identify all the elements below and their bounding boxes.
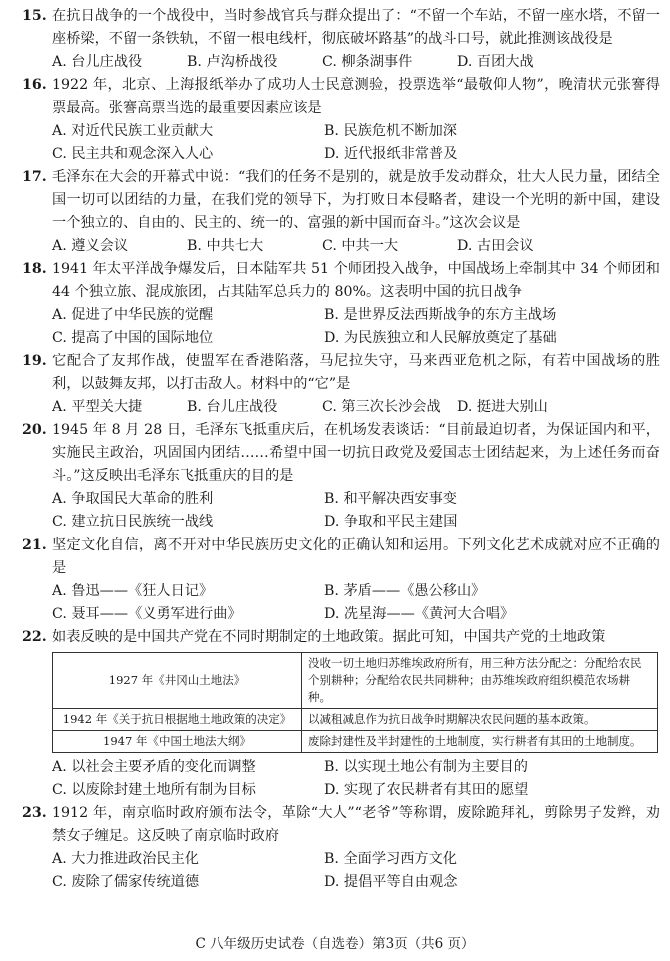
option-c: C. 第三次长沙会战 [322,399,441,415]
question-stem: 它配合了友邦作战，使盟军在香港陷落，马尼拉失守，马来西亚危机之际，有若中国战场的胜利，以鼓舞友邦，以打击敌人。材料中的“它”是 [52,353,660,392]
option-b: B. 民族危机不断加深 [324,123,457,139]
option-d: D. 争取和平民主建国 [324,514,458,530]
question-stem: 毛泽东在大会的开幕式中说：“我们的任务不是别的，就是放手发动群众，壮大人民力量，团结全国一切可以团结的力量，在我们党的领导下，为打败日本侵略者，建设一个光明的新中国，建设一个独立的、自由的、民主的、统一的、富强的新中国而奋斗。”这次会议是 [52,169,660,231]
option-a: A. 对近代民族工业贡献大 [52,123,214,139]
option-c: C. 以废除封建土地所有制为目标 [52,782,256,798]
option-a: A. 争取国民大革命的胜利 [52,491,214,507]
table-row [53,653,658,709]
option-b: B. 卢沟桥战役 [187,54,278,70]
question-16 [22,74,660,166]
option-a: A. 促进了中华民族的觉醒 [52,307,214,323]
question-number: 15. [22,8,47,24]
question-number: 22. [22,629,47,645]
question-number: 17. [22,169,47,185]
option-d: D. 为民族独立和人民解放奠定了基础 [324,330,557,346]
option-b: B. 茅盾——《愚公移山》 [324,583,486,599]
question-number: 16. [22,77,47,93]
table-cell-law: 1927 年《井冈山土地法》 [53,653,302,709]
option-a: A. 台儿庄战役 [52,54,143,70]
question-stem: 在抗日战争的一个战役中，当时参战官兵与群众提出了：“不留一个车站，不留一座水塔，不留一座桥梁，不留一条铁轨，不留一根电线杆，彻底破坏路基”的战斗口号，就此推测该战役是 [52,8,660,47]
question-15 [22,5,660,74]
land-policy-table [52,652,658,753]
question-22 [22,626,660,802]
option-d: D. 百团大战 [457,54,534,70]
option-c: C. 提高了中国的国际地位 [52,330,214,346]
option-b: B. 和平解决西安事变 [324,491,457,507]
question-20 [22,419,660,534]
option-d: D. 提倡平等自由观念 [324,874,458,890]
option-a: A. 鲁迅——《狂人日记》 [52,583,214,599]
option-b: B. 全面学习西方文化 [324,851,457,867]
option-b: B. 是世界反法西斯战争的东方主战场 [324,307,557,323]
question-stem: 1922 年，北京、上海报纸举办了成功人士民意测验，投票选举“最敬仰人物”，晚清状元张謇得票最高。张謇高票当选的最重要因素应该是 [52,77,660,116]
table-cell-law: 1947 年《中国土地法大纲》 [53,731,302,753]
option-c: C. 民主共和观念深入人心 [52,146,214,162]
option-d: D. 冼星海——《黄河大合唱》 [324,606,515,622]
option-a: A. 大力推进政治民主化 [52,851,199,867]
question-stem: 坚定文化自信，离不开对中华民族历史文化的正确认知和运用。下列文化艺术成就对应不正确的是 [52,537,660,576]
option-c: C. 废除了儒家传统道德 [52,874,200,890]
question-number: 20. [22,422,47,438]
table-cell-content: 没收一切土地归苏维埃政府所有，用三种方法分配之：分配给农民个别耕种；分配给农民共同耕种；由苏维埃政府组织模范农场耕种。 [302,653,658,709]
option-b: B. 中共七大 [187,238,264,254]
option-c: C. 柳条湖事件 [322,54,413,70]
option-d: D. 实现了农民耕者有其田的愿望 [324,782,529,798]
table-cell-content: 以减租减息作为抗日战争时期解决农民问题的基本政策。 [302,709,658,731]
option-c: C. 中共一大 [322,238,399,254]
question-number: 21. [22,537,47,553]
question-stem: 1941 年太平洋战争爆发后，日本陆军共 51 个师团投入战争，中国战场上牵制其中 34 个师团和 44 个独立旅、混成旅团，占其陆军总兵力的 80%。这表明中国的抗日战争 [52,261,660,300]
question-23 [22,802,660,894]
question-stem: 1945 年 8 月 28 日，毛泽东飞抵重庆后，在机场发表谈话：“目前最迫切者，为保证国内和平，实施民主政治，巩固国内团结……希望中国一切抗日政党及爱国志士团结起来，为上述任务而奋斗。”这反映出毛泽东飞抵重庆的目的是 [52,422,660,484]
option-a: A. 平型关大捷 [52,399,143,415]
option-d: D. 近代报纸非常普及 [324,146,458,162]
option-b: B. 台儿庄战役 [187,399,278,415]
question-number: 18. [22,261,47,277]
table-cell-content: 废除封建性及半封建性的土地制度，实行耕者有其田的土地制度。 [302,731,658,753]
question-17 [22,166,660,258]
question-stem: 如表反映的是中国共产党在不同时期制定的土地政策。据此可知，中国共产党的土地政策 [52,629,606,645]
option-a: A. 以社会主要矛盾的变化而调整 [52,759,256,775]
option-c: C. 建立抗日民族统一战线 [52,514,214,530]
table-cell-law: 1942 年《关于抗日根据地土地政策的决定》 [53,709,302,731]
question-number: 23. [22,805,47,821]
question-21 [22,534,660,626]
question-stem: 1912 年，南京临时政府颁布法令，革除“大人”“老爷”等称谓，废除跪拜礼，剪除男子发辫，劝禁女子缠足。这反映了南京临时政府 [52,805,660,844]
option-a: A. 遵义会议 [52,238,129,254]
table-row [53,709,658,731]
question-number: 19. [22,353,47,369]
option-d: D. 挺进大别山 [457,399,548,415]
option-d: D. 古田会议 [457,238,534,254]
question-19 [22,350,660,419]
question-18 [22,258,660,350]
option-c: C. 聂耳——《义勇军进行曲》 [52,606,242,622]
table-row [53,731,658,753]
option-b: B. 以实现土地公有制为主要目的 [324,759,528,775]
page-footer: C 八年级历史试卷（自选卷）第3页（共6 页） [195,936,475,952]
